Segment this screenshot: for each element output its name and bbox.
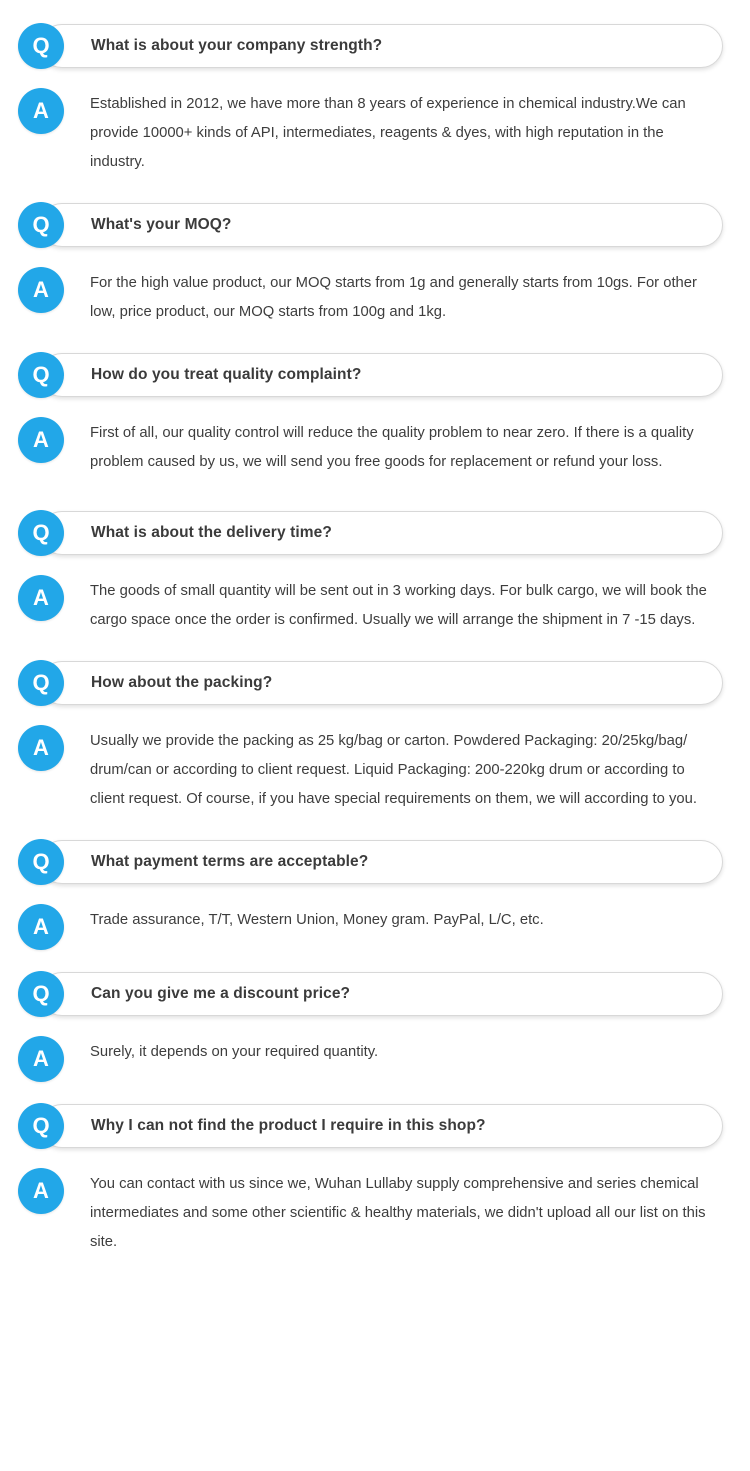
question-badge-icon: Q — [18, 352, 64, 398]
faq-answer-row — [0, 567, 750, 649]
answer-badge-icon: A — [18, 417, 64, 463]
faq-question-row[interactable] — [0, 347, 750, 403]
answer-badge-icon: A — [18, 725, 64, 771]
faq-question-text: Why I can not find the product I require in this shop? — [91, 1116, 486, 1134]
faq-question-pill[interactable] — [40, 972, 723, 1016]
faq-question-pill[interactable] — [40, 511, 723, 555]
faq-question-text: How do you treat quality complaint? — [91, 365, 362, 383]
question-badge-icon: Q — [18, 23, 64, 69]
faq-question-text: What's your MOQ? — [91, 215, 232, 233]
answer-badge-icon: A — [18, 1168, 64, 1214]
faq-item — [0, 505, 750, 649]
question-badge-icon: Q — [18, 510, 64, 556]
faq-answer-text: For the high value product, our MOQ starts from 1g and generally starts from 10gs. For other low, price product, our MOQ starts from 100g and 1kg. — [90, 275, 697, 320]
faq-answer-row — [0, 1160, 750, 1271]
faq-answer-row — [0, 896, 750, 952]
answer-badge-icon: A — [18, 267, 64, 313]
answer-badge-icon: A — [18, 575, 64, 621]
question-badge-icon: Q — [18, 971, 64, 1017]
question-badge-icon: Q — [18, 202, 64, 248]
faq-question-row[interactable] — [0, 18, 750, 74]
spacer — [0, 491, 750, 505]
faq-answer-text: Established in 2012, we have more than 8 years of experience in chemical industry.We can provide 10000+ kinds of API, intermediates, reagents & dyes, with high reputation in the industry. — [90, 96, 686, 170]
faq-question-row[interactable] — [0, 966, 750, 1022]
faq-question-text: What payment terms are acceptable? — [91, 852, 369, 870]
spacer — [0, 952, 750, 966]
faq-question-text: What is about your company strength? — [91, 36, 383, 54]
answer-badge-icon: A — [18, 1036, 64, 1082]
faq-question-pill[interactable] — [40, 353, 723, 397]
spacer — [0, 1084, 750, 1098]
faq-item — [0, 834, 750, 952]
faq-question-pill[interactable] — [40, 1104, 723, 1148]
faq-answer-text: Usually we provide the packing as 25 kg/bag or carton. Powdered Packaging: 20/25kg/bag/ drum/can or according to client request. Liquid Packaging: 200-220kg drum or according to client request. Of course, if you have special requirements on them, we will according to you. — [90, 733, 697, 807]
faq-answer-text: You can contact with us since we, Wuhan Lullaby supply comprehensive and series chemical intermediates and some other scientific & healthy materials, we didn't upload all our list on this site. — [90, 1176, 706, 1250]
faq-item — [0, 966, 750, 1084]
answer-badge-icon: A — [18, 904, 64, 950]
question-badge-icon: Q — [18, 660, 64, 706]
faq-answer-row — [0, 259, 750, 341]
faq-question-row[interactable] — [0, 1098, 750, 1154]
faq-question-text: Can you give me a discount price? — [91, 984, 351, 1002]
faq-answer-row — [0, 409, 750, 491]
faq-answer-row — [0, 1028, 750, 1084]
question-badge-icon: Q — [18, 839, 64, 885]
faq-answer-text: Trade assurance, T/T, Western Union, Money gram. PayPal, L/C, etc. — [90, 912, 544, 928]
faq-question-pill[interactable] — [40, 661, 723, 705]
faq-question-row[interactable] — [0, 834, 750, 890]
faq-answer-row — [0, 80, 750, 191]
faq-answer-text: The goods of small quantity will be sent out in 3 working days. For bulk cargo, we will book the cargo space once the order is confirmed. Usually we will arrange the shipment in 7 -15 days. — [90, 583, 707, 628]
faq-item — [0, 18, 750, 191]
question-badge-icon: Q — [18, 1103, 64, 1149]
answer-badge-icon: A — [18, 88, 64, 134]
faq-question-pill[interactable] — [40, 24, 723, 68]
faq-answer-text: First of all, our quality control will reduce the quality problem to near zero. If there is a quality problem caused by us, we will send you free goods for replacement or refund your loss. — [90, 425, 694, 470]
faq-item — [0, 347, 750, 491]
faq-item — [0, 1098, 750, 1271]
faq-item — [0, 197, 750, 341]
faq-question-pill[interactable] — [40, 203, 723, 247]
faq-answer-row — [0, 717, 750, 828]
faq-question-text: How about the packing? — [91, 673, 273, 691]
faq-question-row[interactable] — [0, 505, 750, 561]
faq-question-row[interactable] — [0, 197, 750, 253]
faq-item — [0, 655, 750, 828]
faq-question-pill[interactable] — [40, 840, 723, 884]
faq-question-text: What is about the delivery time? — [91, 523, 332, 541]
faq-question-row[interactable] — [0, 655, 750, 711]
faq-answer-text: Surely, it depends on your required quantity. — [90, 1044, 379, 1060]
